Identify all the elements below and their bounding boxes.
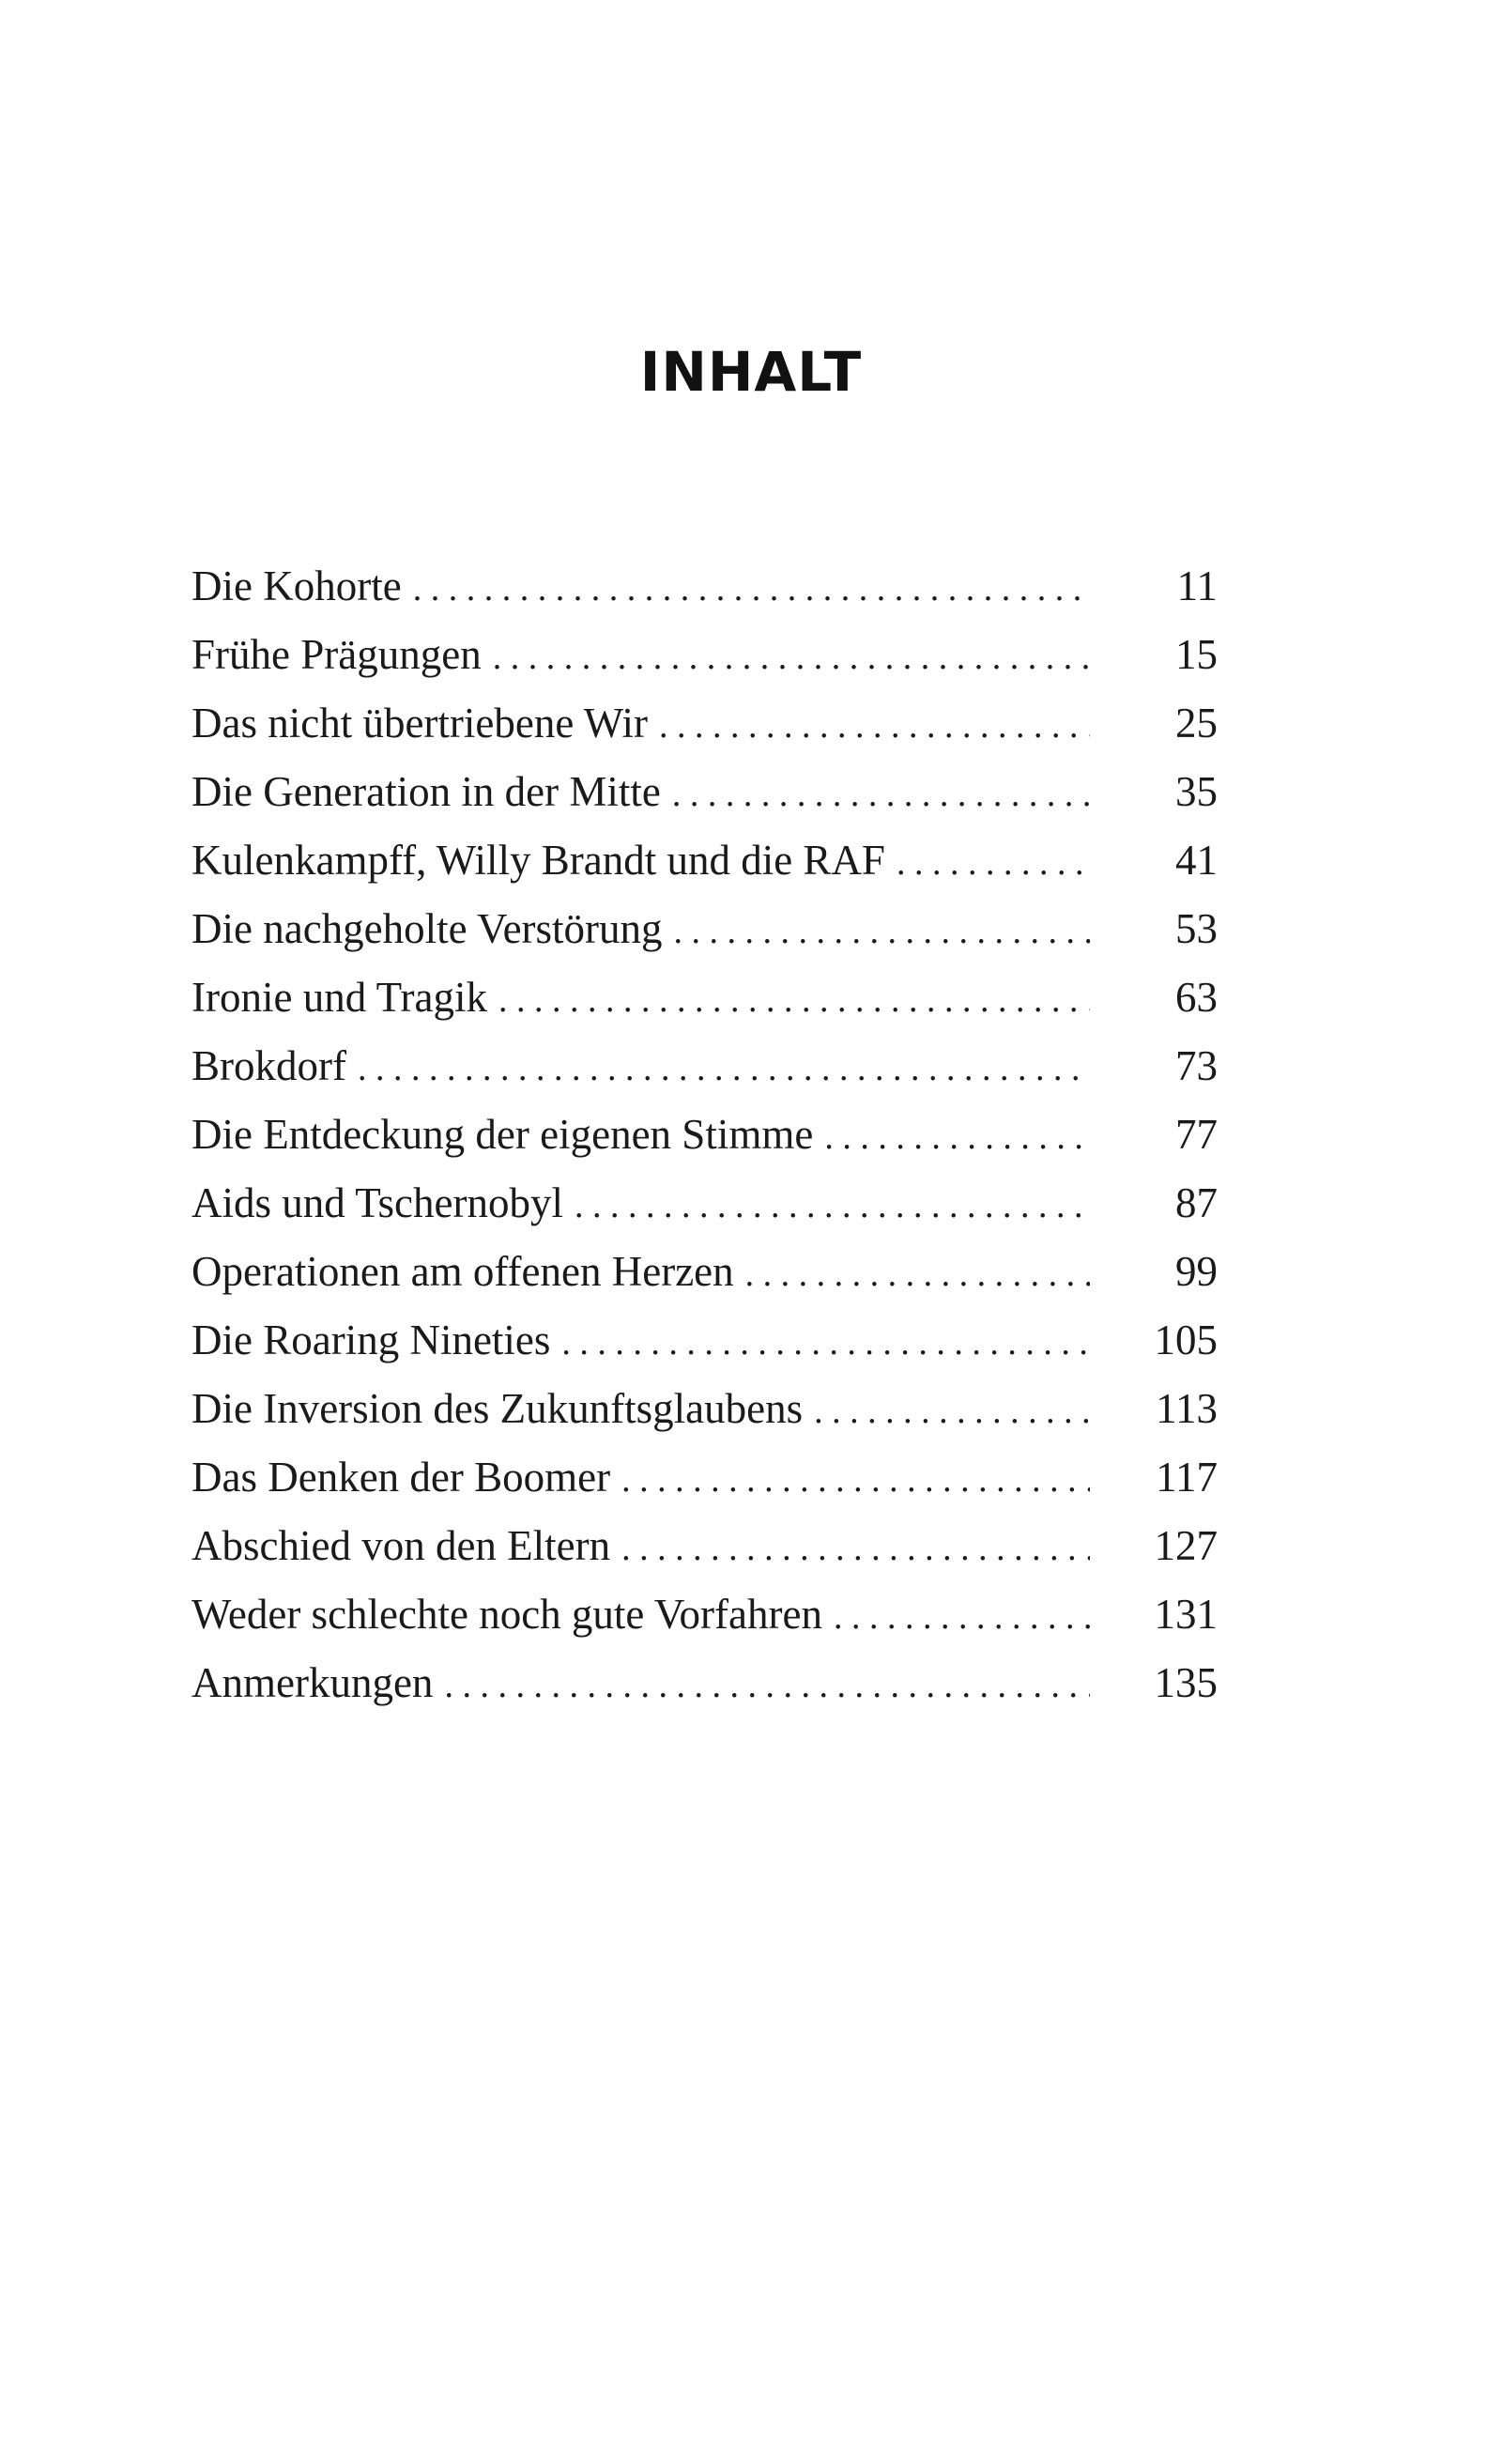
toc-entry [192, 621, 1218, 689]
toc-entry-page: 11 [1176, 562, 1218, 609]
toc-entry-page: 99 [1175, 1248, 1218, 1295]
toc-entry-title: Die nachgeholte Verstörung [192, 905, 663, 952]
toc-entry-title: Aids und Tschernobyl [192, 1179, 563, 1226]
toc-entry [192, 1238, 1218, 1306]
toc-entry-page: 73 [1175, 1042, 1218, 1089]
toc-entry [192, 552, 1218, 621]
toc-entry [192, 963, 1218, 1032]
toc-entry [192, 1512, 1218, 1580]
toc-entry-page: 127 [1154, 1522, 1218, 1569]
toc-entry [192, 1649, 1218, 1717]
toc-entry-title: Die Entdeckung der eigenen Stimme [192, 1111, 814, 1158]
dot-leader [444, 1652, 1090, 1720]
dot-leader [897, 829, 1090, 898]
toc-entry-page: 15 [1175, 631, 1218, 678]
toc-entry [192, 1169, 1218, 1238]
toc-entry-page: 131 [1154, 1591, 1218, 1638]
dot-leader [621, 1446, 1090, 1515]
toc-entry-page: 117 [1156, 1454, 1218, 1501]
dot-leader [672, 761, 1090, 829]
toc-entry-page: 35 [1175, 768, 1218, 815]
toc-entry [192, 1032, 1218, 1101]
toc-entry-page: 77 [1175, 1111, 1218, 1158]
table-of-contents [192, 552, 1218, 1717]
dot-leader [674, 898, 1090, 966]
dot-leader [814, 1378, 1090, 1446]
page-title: INHALT [639, 340, 863, 404]
toc-entry-title: Die Kohorte [192, 562, 402, 609]
toc-entry-title: Weder schlechte noch gute Vorfahren [192, 1591, 822, 1638]
dot-leader [659, 692, 1090, 761]
dot-leader [498, 966, 1090, 1035]
dot-leader [358, 1035, 1090, 1103]
dot-leader [745, 1240, 1090, 1309]
dot-leader [824, 1103, 1090, 1172]
toc-entry-page: 87 [1175, 1179, 1218, 1226]
toc-entry [192, 758, 1218, 826]
toc-entry-title: Die Roaring Nineties [192, 1317, 551, 1363]
toc-entry-title: Das nicht übertriebene Wir [192, 700, 648, 747]
toc-entry-page: 113 [1156, 1385, 1218, 1432]
toc-entry-title: Brokdorf [192, 1042, 346, 1089]
toc-entry-title: Kulenkampff, Willy Brandt und die RAF [192, 837, 885, 884]
toc-entry-page: 63 [1175, 974, 1218, 1021]
toc-entry-page: 105 [1154, 1317, 1218, 1363]
toc-entry [192, 689, 1218, 758]
toc-entry-page: 135 [1154, 1659, 1218, 1706]
toc-entry [192, 1101, 1218, 1169]
toc-entry [192, 1375, 1218, 1443]
toc-entry-title: Operationen am offenen Herzen [192, 1248, 734, 1295]
toc-entry [192, 826, 1218, 895]
toc-entry [192, 1443, 1218, 1512]
toc-entry [192, 1306, 1218, 1375]
toc-entry-page: 25 [1175, 700, 1218, 747]
toc-entry-title: Frühe Prägungen [192, 631, 482, 678]
toc-entry [192, 1580, 1218, 1649]
dot-leader [413, 555, 1090, 624]
toc-entry-title: Die Generation in der Mitte [192, 768, 661, 815]
toc-entry-page: 41 [1175, 837, 1218, 884]
toc-entry-page: 53 [1175, 905, 1218, 952]
dot-leader [493, 624, 1090, 692]
toc-entry-title: Anmerkungen [192, 1659, 434, 1706]
toc-entry [192, 895, 1218, 963]
toc-entry-title: Das Denken der Boomer [192, 1454, 611, 1501]
toc-entry-title: Die Inversion des Zukunftsglaubens [192, 1385, 804, 1432]
dot-leader [834, 1583, 1090, 1652]
dot-leader [561, 1309, 1090, 1378]
dot-leader [621, 1515, 1090, 1583]
dot-leader [575, 1172, 1090, 1240]
toc-entry-title: Abschied von den Eltern [192, 1522, 611, 1569]
toc-entry-title: Ironie und Tragik [192, 974, 487, 1021]
